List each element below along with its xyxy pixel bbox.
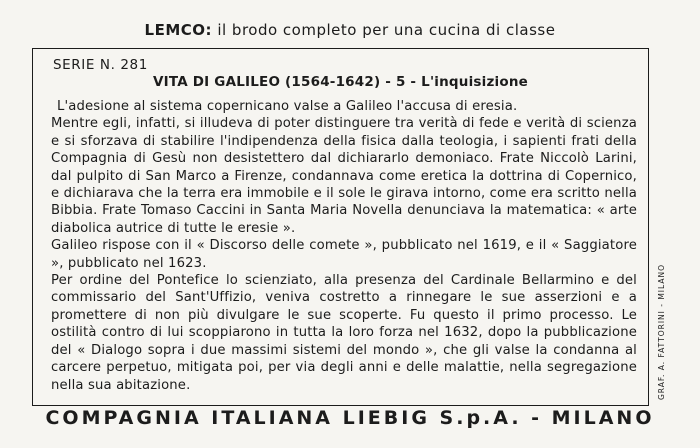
paragraph-4: Per ordine del Pontefice lo scienziato, alla presenza del Cardinale Bellarmino e del commissario del Sant'Uffizio, veniva costretto a rinnegare le sue asserzioni e a promettere di non più divulgare le sue scoperte. Fu questo il primo processo. Le ostilità contro di lui scoppiarono in tutta la loro forza nel 1632, dopo la pubblicazione del « Dialogo sopra i due massimi sistemi del mondo », che gli valse la condanna al carcere perpetuo, mitigata poi, per via degli anni e delle malattie, nella segregazione nella sua abitazione. (51, 273, 637, 393)
series-number: SERIE N. 281 (53, 57, 148, 73)
card-text (51, 98, 637, 394)
brand-name: LEMCO: (144, 21, 213, 39)
card-frame (32, 48, 649, 406)
slogan-text: il brodo completo per una cucina di classe (217, 21, 556, 39)
card-title: VITA DI GALILEO (1564-1642) - 5 - L'inquisizione (152, 74, 529, 90)
paragraph-3: Galileo rispose con il « Discorso delle comete », pubblicato nel 1619, e il « Saggiatore », pubblicato nel 1623. (51, 238, 637, 271)
company-footer: COMPAGNIA ITALIANA LIEBIG S.p.A. - MILANO (45, 407, 655, 429)
paragraph-1: L'adesione al sistema copernicano valse a Galileo l'accusa di eresia. (57, 99, 518, 114)
top-slogan (0, 21, 700, 39)
paragraph-2: Mentre egli, infatti, si illudeva di poter distinguere tra verità di fede e verità di scienza e si sforzava di stabilire l'indipendenza della fisica dalla teologia, i sapienti frati della Compagnia di Gesù non desistettero dal dichiararlo demoniaco. Frate Niccolò Larini, dal pulpito di San Marco a Firenze, condannava come eretica la dottrina di Copernico, e dichiarava che la terra era immobile e il sole le girava intorno, come era scritto nella Bibbia. Frate Tomaso Caccini in Santa Maria Novella denunciava la matematica: « arte diabolica autrice di tutte le eresie ». (51, 116, 637, 236)
printer-credit: GRAF. A. FATTORINI - MILANO (657, 264, 666, 400)
